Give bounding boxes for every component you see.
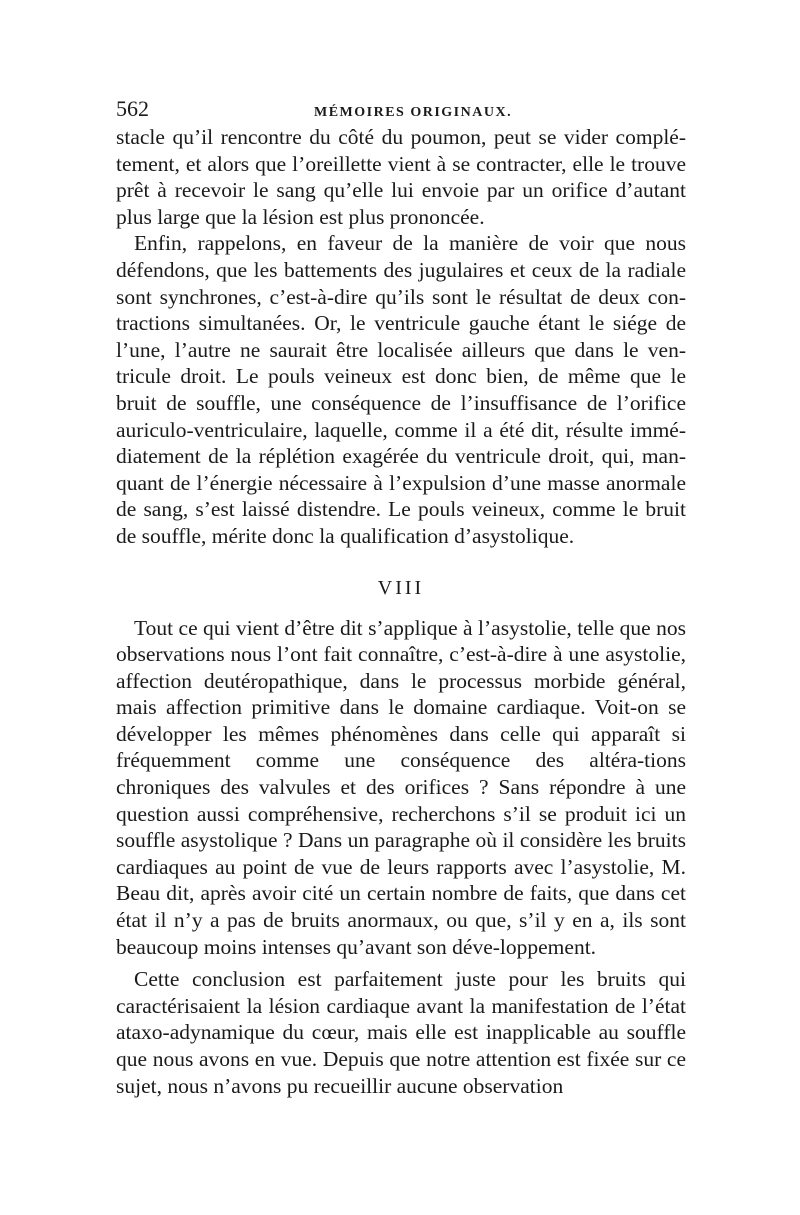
running-head (116, 96, 686, 124)
paragraph-enfin: Enfin, rappelons, en faveur de la manière de voir que nous défendons, que les battements des jugulaires et ceux de la radiale sont synchrones, c’est-à-dire qu’ils sont le résultat de deux con-tractions simultanées. Or, le ventricule gauche étant le siége de l’une, l’autre ne saurait être localisée ailleurs que dans le ven-tricule droit. Le pouls veineux est donc bien, de même que le bruit de souffle, une conséquence de l’insuffisance de l’orifice auriculo-ventriculaire, laquelle, comme il a été dit, résulte immé-diatement de la réplétion exagérée du ventricule droit, qui, man-quant de l’énergie nécessaire à l’expulsion d’une masse anormale de sang, s’est laissé distendre. Le pouls veineux, comme le bruit de souffle, mérite donc la qualification d’asystolique. (116, 231, 686, 548)
paragraph-cette-conclusion: Cette conclusion est parfaitement juste pour les bruits qui caractérisaient la lésion cardiaque avant la manifestation de l’état ataxo-adynamique du cœur, mais elle est inapplicable au souffle que nous avons en vue. Depuis que notre attention est fixée sur ce sujet, nous n’avons pu recueillir aucune observation (116, 967, 686, 1098)
book-page (116, 96, 686, 1099)
journal-title: MÉMOIRES ORIGINAUX. (314, 105, 513, 120)
paragraph-continued: stacle qu’il rencontre du côté du poumon, peut se vider complé-tement, et alors que l’oreillette vient à se contracter, elle le trouve prêt à recevoir le sang qu’elle lui envoie par un orifice d’autant plus large que la lésion est plus prononcée. (116, 125, 686, 229)
page-number: 562 (116, 96, 149, 121)
paragraph-tout-ce-qui: Tout ce qui vient d’être dit s’applique à l’asystolie, telle que nos observations nous l’ont fait connaître, c’est-à-dire à une asystolie, affection deutéropathique, dans le processus morbide général, mais affection primitive dans le domaine cardiaque. Voit-on se développer les mêmes phénomènes dans celle qui apparaît si fréquemment comme une conséquence des altéra-tions chroniques des valvules et des orifices ? Sans répondre à une question aussi compréhensive, recherchons s’il se produit ici un souffle asystolique ? Dans un paragraphe où il considère les bruits cardiaques au point de vue de leurs rapports avec l’asystolie, M. Beau dit, après avoir cité un certain nombre de faits, que dans cet état il n’y a pas de bruits anormaux, ou que, s’il y en a, ils sont beaucoup moins intenses qu’avant son déve-loppement. (116, 615, 686, 959)
body-text (116, 124, 686, 1099)
section-heading: VIII (377, 576, 425, 599)
